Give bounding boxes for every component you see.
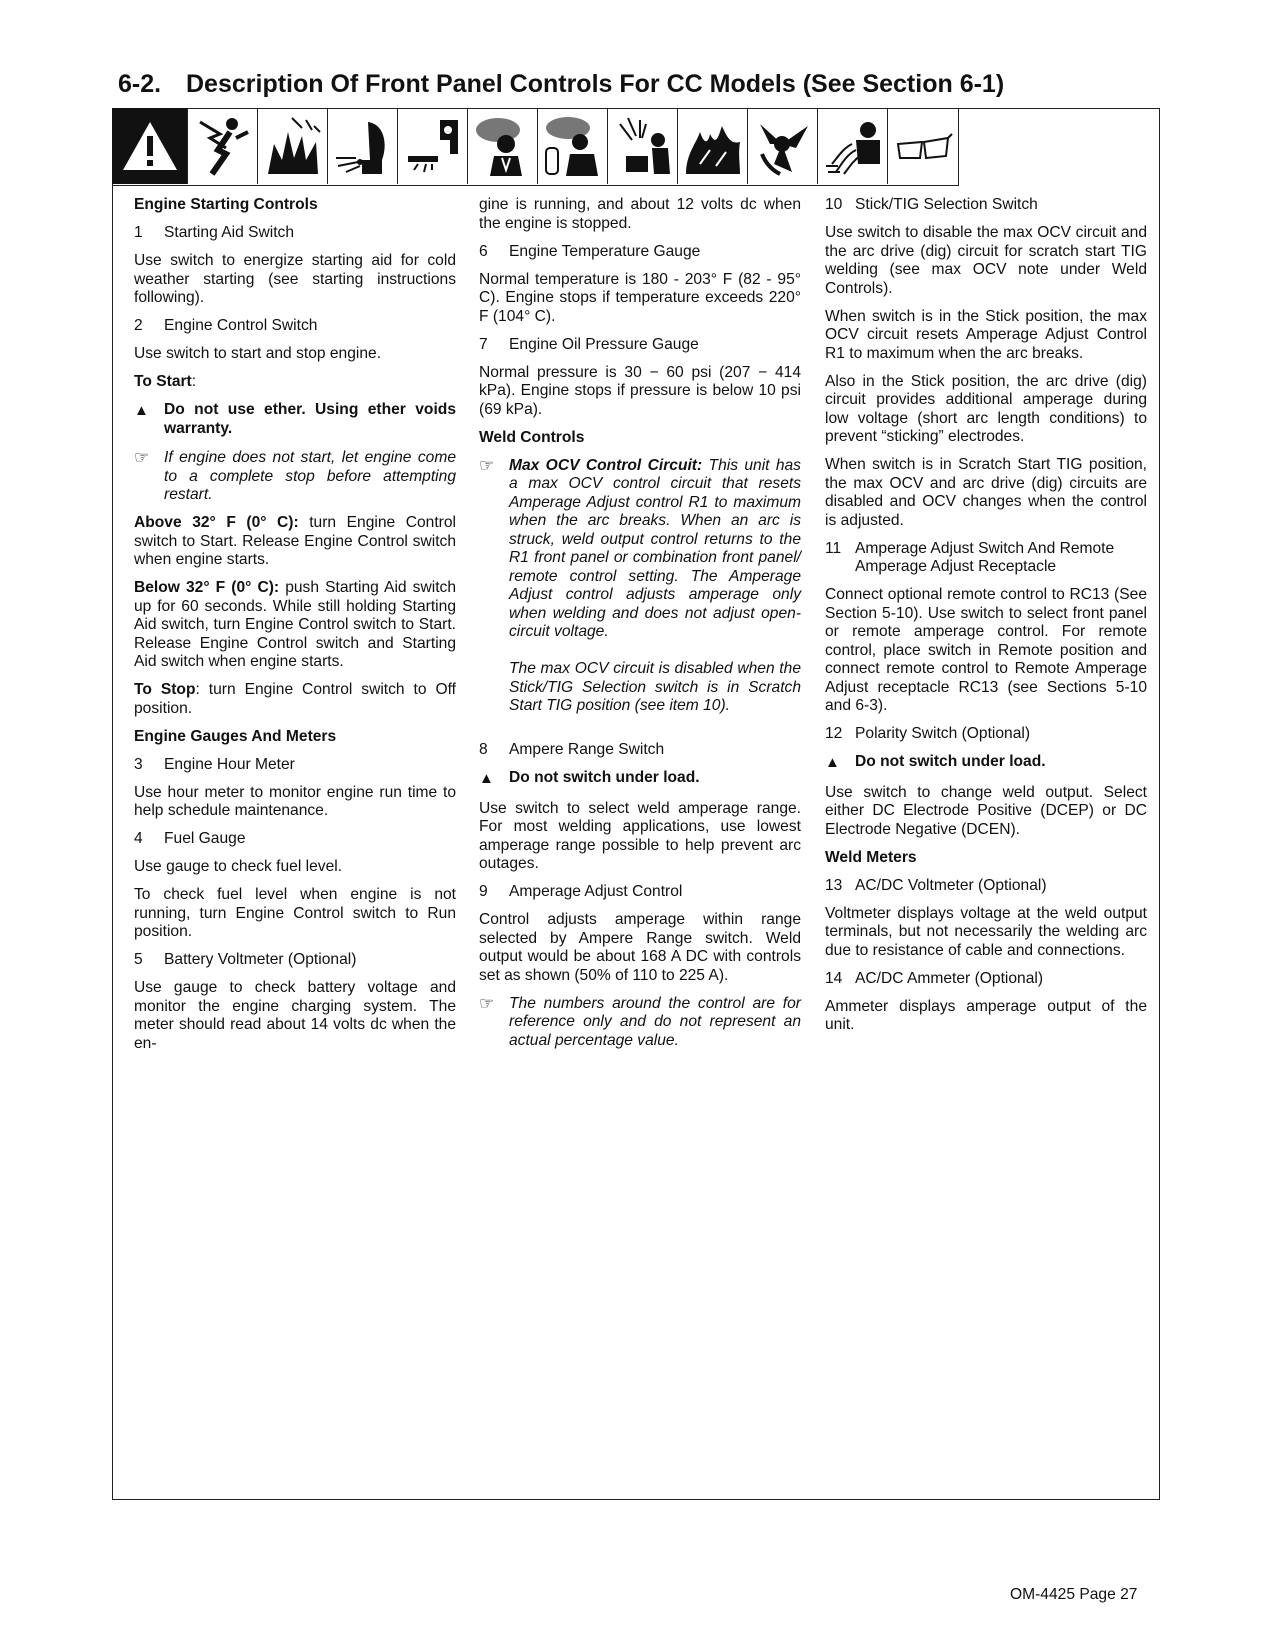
section-title: Description Of Front Panel Controls For CC Models (See Section 6-1) [186,70,1005,98]
item-5-text-continued: gine is running, and about 12 volts dc when the engine is stopped. [479,196,801,232]
item-7-text: Normal pressure is 30 − 60 psi (207 − 414 kPa). Engine stops if pressure is below 10 psi (69 kPa). [479,363,801,418]
item-10-text-4: When switch is in Scratch Start TIG position, the max OCV and arc drive (dig) circuits are disabled and OCV changes when the control is adjusted. [825,456,1147,529]
item-9-heading: 9 Amperage Adjust Control [479,883,683,900]
item-14-text: Ammeter displays amperage output of the unit. [825,997,1147,1033]
item-13-text: Voltmeter displays voltage at the weld output terminals, but not necessarily the welding arc due to resistance of cable and connections. [825,904,1147,959]
item-3-heading: 3 Engine Hour Meter [134,755,295,773]
item-10-text-1: Use switch to disable the max OCV circuit and the arc drive (dig) circuit for scratch start TIG welding (see max OCV note under Weld Controls). [825,224,1147,297]
item-4-text-2: To check fuel level when engine is not running, turn Engine Control switch to Run position. [134,886,456,940]
item-12-heading: 12 Polarity Switch (Optional) [825,725,1031,742]
item-6-heading: 6 Engine Temperature Gauge [479,242,701,260]
item-4-text: Use gauge to check fuel level. [134,858,343,875]
noise-icon [818,108,888,184]
to-start-heading: To Start: [134,373,197,390]
explosion-icon [258,108,328,184]
fire-icon [608,108,678,184]
above-32-text: Above 32° F (0° C): turn Engine Control switch to Start. Release Engine Control switch when engine starts. [134,514,456,568]
item-12-warning: ▲ Do not switch under load. [825,753,1046,771]
restart-note: ☞ If engine does not start, let engine come to a complete stop before attempting restart. [134,448,456,503]
ether-warning: ▲ Do not use ether. Using ether voids warranty. [134,401,456,437]
warning-icon [112,108,188,184]
heading-engine-gauges: Engine Gauges And Meters [134,727,337,745]
item-5-heading: 5 Battery Voltmeter (Optional) [134,951,357,968]
fumes-icon [468,108,538,184]
below-32-text: Below 32° F (0° C): push Starting Aid switch up for 60 seconds. While still holding Starting Aid switch, turn Engine Control switch to Start. Release Engine Control switch and Starting Aid switch when engine starts. [134,579,456,670]
item-2-heading: 2 Engine Control Switch [134,317,318,334]
column-right [825,196,1147,1044]
flames-icon [678,108,748,184]
item-10-text-2: When switch is in the Stick position, the max OCV circuit resets Amperage Adjust Control R1 to maximum when the arc breaks. [825,307,1147,362]
item-12-text: Use switch to change weld output. Select either DC Electrode Positive (DCEP) or DC Electrode Negative (DCEN). [825,783,1147,838]
item-8-text: Use switch to select weld amperage range. For most welding applications, use lowest amperage range possible to help prevent arc outages. [479,799,801,872]
moving-parts-icon [748,108,818,184]
item-6-text: Normal temperature is 180 - 203° F (82 - 95° C). Engine stops if temperature exceeds 220° F (104° C). [479,270,801,325]
max-ocv-note: ☞ Max OCV Control Circuit: This unit has a max OCV control circuit that resets Amperage Adjust control R1 to maximum when the arc breaks. When an arc is struck, weld output control returns to the R1 front panel or combination front panel/ remote control setting. The Amperage Adjust control adjusts amperage only when welding and does not adjust open-circuit voltage. The max OCV circuit is disabled when the Stick/TIG Selection switch is in Scratch Start TIG position (see item 10). [479,455,801,714]
item-8-warning: ▲ Do not switch under load. [479,769,700,787]
section-number: 6-2. [118,70,162,98]
heading-engine-starting-controls: Engine Starting Controls [134,196,318,213]
hot-parts-icon [398,108,468,184]
numbers-note: ☞ The numbers around the control are for reference only and do not represent an actual percentage value. [479,993,801,1049]
to-stop-text: To Stop: turn Engine Control switch to Off position. [134,681,456,717]
pointing-hand-icon: ☞ [479,455,495,475]
warning-triangle-icon: ▲ [825,754,840,771]
item-11-text: Connect optional remote control to RC13 (See Section 5-10). Use switch to select front panel or remote amperage control. For remote control, place switch in Remote position and connect remote control to Remote Amperage Adjust receptacle RC13 (see Sections 5-10 and 6-3). [825,586,1147,714]
item-13-heading: 13 AC/DC Voltmeter (Optional) [825,876,1047,894]
pointing-hand-icon: ☞ [134,448,150,467]
item-10-text-3: Also in the Stick position, the arc drive (dig) circuit provides additional amperage during low voltage (short arc length conditions) to prevent “sticking” electrodes. [825,372,1147,445]
item-8-heading: 8 Ampere Range Switch [479,741,665,758]
arc-rays-icon [328,108,398,184]
warning-triangle-icon: ▲ [479,770,494,787]
item-3-text: Use hour meter to monitor engine run time to help schedule maintenance. [134,783,456,819]
item-2-text: Use switch to start and stop engine. [134,345,382,362]
item-11-heading: 11 Amperage Adjust Switch And Remote Amperage Adjust Receptacle [825,539,1115,575]
safety-glasses-icon [888,108,958,184]
column-middle [479,196,801,1060]
page-title [118,70,1218,99]
safety-icon-strip [112,108,959,186]
heading-weld-meters: Weld Meters [825,848,917,866]
item-9-text: Control adjusts amperage within range selected by Ampere Range switch. Weld output would be about 168 A DC with controls set as shown (50% of 110 to 225 A). [479,911,801,984]
warning-triangle-icon: ▲ [134,402,149,419]
item-14-heading: 14 AC/DC Ammeter (Optional) [825,969,1044,987]
item-1-heading: 1 Starting Aid Switch [134,224,295,241]
item-10-heading: 10 Stick/TIG Selection Switch [825,196,1038,213]
heading-weld-controls: Weld Controls [479,428,585,446]
electric-shock-icon [188,108,258,184]
item-4-heading: 4 Fuel Gauge [134,830,246,847]
column-left [134,196,456,1063]
gas-cylinder-icon [538,108,608,184]
item-1-text: Use switch to energize starting aid for cold weather starting (see starting instructions following). [134,252,456,306]
item-5-text: Use gauge to check battery voltage and monitor the engine charging system. The meter should read about 14 volts dc when the en- [134,979,456,1052]
pointing-hand-icon: ☞ [479,993,495,1013]
page-footer: OM-4425 Page 27 [1010,1586,1138,1603]
item-7-heading: 7 Engine Oil Pressure Gauge [479,335,699,353]
